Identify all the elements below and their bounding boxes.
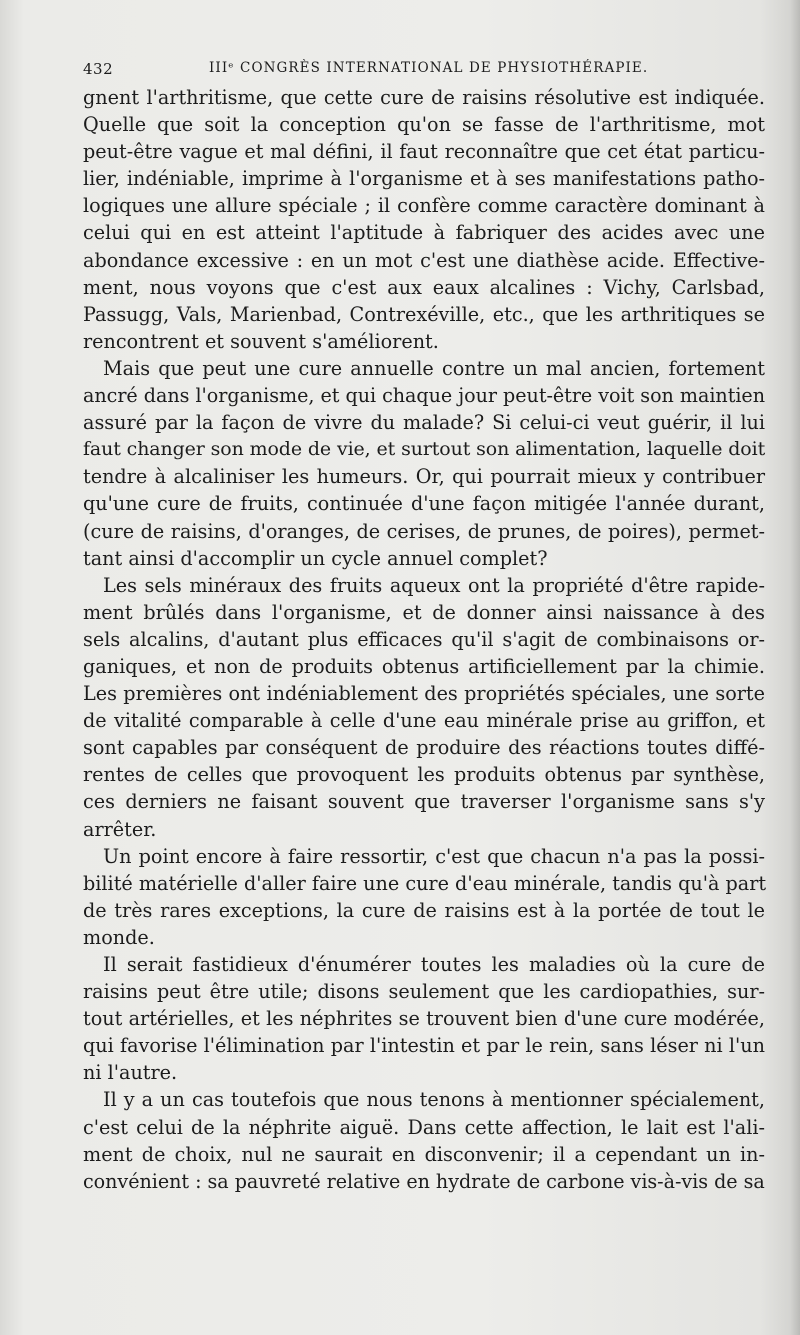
text-line: Les sels minéraux des fruits aqueux ont la propriété d'être rapide- <box>103 573 765 597</box>
text-line: sels alcalins, d'autant plus efficaces qu'il s'agit de combinaisons or- <box>83 627 765 651</box>
text-line: bilité matérielle d'aller faire une cure d'eau minérale, tandis qu'à part <box>83 871 767 895</box>
paragraph <box>83 1086 765 1194</box>
text-line: de très rares exceptions, la cure de raisins est à la portée de tout le <box>83 898 765 922</box>
text-line: monde. <box>83 925 155 949</box>
text-line: Les premières ont indéniablement des propriétés spéciales, une sorte <box>83 682 765 706</box>
text-line: tendre à alcaliniser les humeurs. Or, qui pourrait mieux y contribuer <box>83 465 765 489</box>
body-text <box>83 84 765 1195</box>
text-line: faut changer son mode de vie, et surtout son alimentation, laquelle doit <box>83 438 766 461</box>
paragraph <box>83 572 765 843</box>
text-line: ganiques, et non de produits obtenus artificiellement par la chimie. <box>83 654 765 678</box>
text-line: c'est celui de la néphrite aiguë. Dans cette affection, le lait est l'ali- <box>83 1115 765 1139</box>
text-line: tant ainsi d'accomplir un cycle annuel complet? <box>83 546 548 570</box>
text-line: peut-être vague et mal défini, il faut reconnaître que cet état particu- <box>83 140 765 164</box>
text-line: ancré dans l'organisme, et qui chaque jour peut-être voit son maintien <box>83 384 765 408</box>
text-line: Il y a un cas toutefois que nous tenons à mentionner spécialement, <box>103 1088 765 1112</box>
text-line: raisins peut être utile; disons seulement que les cardiopathies, sur- <box>83 980 765 1004</box>
text-line: (cure de raisins, d'oranges, de cerises, de prunes, de poires), permet- <box>83 519 765 543</box>
page-number: 432 <box>83 60 114 78</box>
paragraph <box>83 84 765 355</box>
text-line: tout artérielles, et les néphrites se trouvent bien d'une cure modérée, <box>83 1007 765 1031</box>
text-line: assuré par la façon de vivre du malade? Si celui-ci veut guérir, il lui <box>83 411 765 435</box>
text-line: Il serait fastidieux d'énumérer toutes les maladies où la cure de <box>103 953 765 976</box>
text-line: qu'une cure de fruits, continuée d'une façon mitigée l'année durant, <box>83 492 765 516</box>
text-line: lier, indéniable, imprime à l'organisme et à ses manifestations patho- <box>83 167 765 191</box>
paragraph <box>83 843 765 951</box>
running-title: IIIᵉ CONGRÈS INTERNATIONAL DE PHYSIOTHÉRAPIE. <box>209 60 649 76</box>
text-line: Mais que peut une cure annuelle contre un mal ancien, fortement <box>103 356 765 380</box>
text-line: convénient : sa pauvreté relative en hydrate de carbone vis-à-vis de sa <box>83 1169 765 1193</box>
text-line: celui qui en est atteint l'aptitude à fabriquer des acides avec une <box>83 221 765 245</box>
text-line: ment brûlés dans l'organisme, et de donner ainsi naissance à des <box>83 600 765 624</box>
page-header <box>83 60 765 84</box>
text-line: rencontrent et souvent s'améliorent. <box>83 329 439 353</box>
text-line: Passugg, Vals, Marienbad, Contrexéville, etc., que les arthritiques se <box>83 302 765 326</box>
paragraph <box>83 951 765 1086</box>
text-line: abondance excessive : en un mot c'est une diathèse acide. Effective- <box>83 248 765 272</box>
text-line: qui favorise l'élimination par l'intestin et par le rein, sans léser ni l'un <box>83 1034 765 1058</box>
paragraph <box>83 355 765 572</box>
text-line: de vitalité comparable à celle d'une eau minérale prise au griffon, et <box>83 709 765 733</box>
text-line: sont capables par conséquent de produire des réactions toutes diffé- <box>83 736 765 760</box>
text-line: Quelle que soit la conception qu'on se fasse de l'arthritisme, mot <box>83 113 765 137</box>
text-line: Un point encore à faire ressortir, c'est que chacun n'a pas la possi- <box>103 844 765 868</box>
text-line: ces derniers ne faisant souvent que traverser l'organisme sans s'y <box>83 790 765 814</box>
text-line: rentes de celles que provoquent les produits obtenus par synthèse, <box>83 763 765 787</box>
text-line: logiques une allure spéciale ; il confère comme caractère dominant à <box>83 194 765 218</box>
text-line: ment de choix, nul ne saurait en disconvenir; il a cependant un in- <box>83 1142 765 1166</box>
text-line: ni l'autre. <box>83 1061 178 1085</box>
page-edge-shadow <box>790 0 800 1335</box>
text-line: arrêter. <box>83 817 157 841</box>
text-line: ment, nous voyons que c'est aux eaux alcalines : Vichy, Carlsbad, <box>83 275 765 299</box>
text-line: gnent l'arthritisme, que cette cure de raisins résolutive est indiquée. <box>83 86 765 109</box>
